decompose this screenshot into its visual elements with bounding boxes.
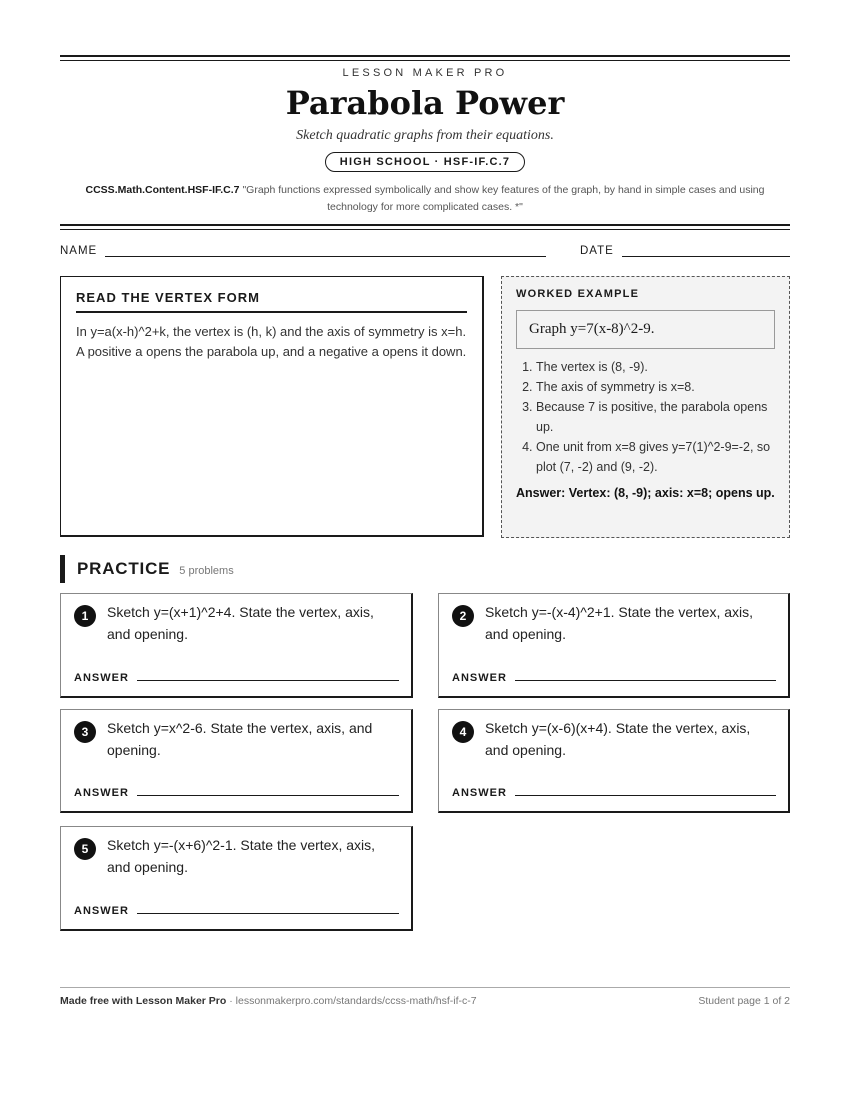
page-subtitle: Sketch quadratic graphs from their equations. xyxy=(296,128,554,143)
standard-description xyxy=(60,182,790,216)
page-title: Parabola Power xyxy=(285,84,565,122)
problem-number: 2 xyxy=(452,605,474,627)
standard-text: "Graph functions expressed symbolically and show key features of the graph, by hand in simple cases and using technology for more complicated cases. *" xyxy=(242,184,765,213)
name-field[interactable] xyxy=(60,244,546,257)
answer-label: ANSWER xyxy=(74,787,129,799)
practice-header xyxy=(60,555,234,583)
answer-line[interactable] xyxy=(515,680,776,681)
footer-made: Made free with Lesson Maker Pro xyxy=(60,995,227,1007)
problem-text: Sketch y=-(x-4)^2+1. State the vertex, axis, and opening. xyxy=(485,604,754,642)
problem-number: 4 xyxy=(452,721,474,743)
answer-label: ANSWER xyxy=(74,672,129,684)
worked-example-heading: WORKED EXAMPLE xyxy=(516,288,640,300)
answer-label: ANSWER xyxy=(74,905,129,917)
worked-example-steps xyxy=(516,357,775,477)
answer-line[interactable] xyxy=(137,913,399,914)
date-label: DATE xyxy=(580,245,614,257)
vertex-form-box xyxy=(60,276,484,537)
name-label: NAME xyxy=(60,245,98,257)
problem-count: 5 problems xyxy=(179,564,234,577)
practice-heading: PRACTICE xyxy=(77,559,171,578)
problem-text: Sketch y=(x+1)^2+4. State the vertex, axis, and opening. xyxy=(107,604,374,642)
grade-standard-badge: HIGH SCHOOL · HSF-IF.C.7 xyxy=(325,152,525,172)
problem-text: Sketch y=-(x+6)^2-1. State the vertex, axis, and opening. xyxy=(107,837,376,875)
answer-label: ANSWER xyxy=(452,787,507,799)
step-item: 3. Because 7 is positive, the parabola opens up. xyxy=(536,397,775,437)
worked-example-box xyxy=(501,276,790,538)
answer-label: ANSWER xyxy=(452,672,507,684)
problem-card-2 xyxy=(438,593,790,698)
problem-card-1 xyxy=(60,593,413,698)
answer-line[interactable] xyxy=(515,795,776,796)
date-line[interactable] xyxy=(622,244,790,257)
step-item: 4. One unit from x=8 gives y=7(1)^2-9=-2, so plot (7, -2) and (9, -2). xyxy=(536,437,775,477)
problem-number: 1 xyxy=(74,605,96,627)
brand-name: LESSON MAKER PRO xyxy=(342,67,508,79)
problem-card-4 xyxy=(438,709,790,813)
page-footer xyxy=(60,987,790,1007)
problem-text: Sketch y=x^2-6. State the vertex, axis, and opening. xyxy=(107,720,373,758)
answer-line[interactable] xyxy=(137,795,399,796)
step-item: 2. The axis of symmetry is x=8. xyxy=(536,377,775,397)
header-bottom-rule xyxy=(60,224,790,230)
answer-line[interactable] xyxy=(137,680,399,681)
vertex-form-heading: READ THE VERTEX FORM xyxy=(76,290,467,313)
name-line[interactable] xyxy=(105,244,546,257)
step-item: 1. The vertex is (8, -9). xyxy=(536,357,775,377)
problem-card-5 xyxy=(60,826,413,931)
problem-text: Sketch y=(x-6)(x+4). State the vertex, axis, and opening. xyxy=(485,720,751,758)
worked-example-answer: Answer: Vertex: (8, -9); axis: x=8; opens up. xyxy=(516,486,775,500)
problem-number: 5 xyxy=(74,838,96,860)
footer-credit xyxy=(60,995,477,1007)
page-number: Student page 1 of 2 xyxy=(698,995,790,1007)
date-field[interactable] xyxy=(580,244,790,257)
problem-card-3 xyxy=(60,709,413,813)
vertex-form-text: In y=a(x-h)^2+k, the vertex is (h, k) and the axis of symmetry is x=h. A positive a opens the parabola up, and a negative a opens it down. xyxy=(76,324,467,359)
top-rule xyxy=(60,55,790,61)
footer-link[interactable]: · lessonmakerpro.com/standards/ccss-math/hsf-if-c-7 xyxy=(226,995,477,1007)
standard-code: CCSS.Math.Content.HSF-IF.C.7 xyxy=(85,184,240,196)
problem-number: 3 xyxy=(74,721,96,743)
worked-example-problem: Graph y=7(x-8)^2-9. xyxy=(516,310,775,349)
